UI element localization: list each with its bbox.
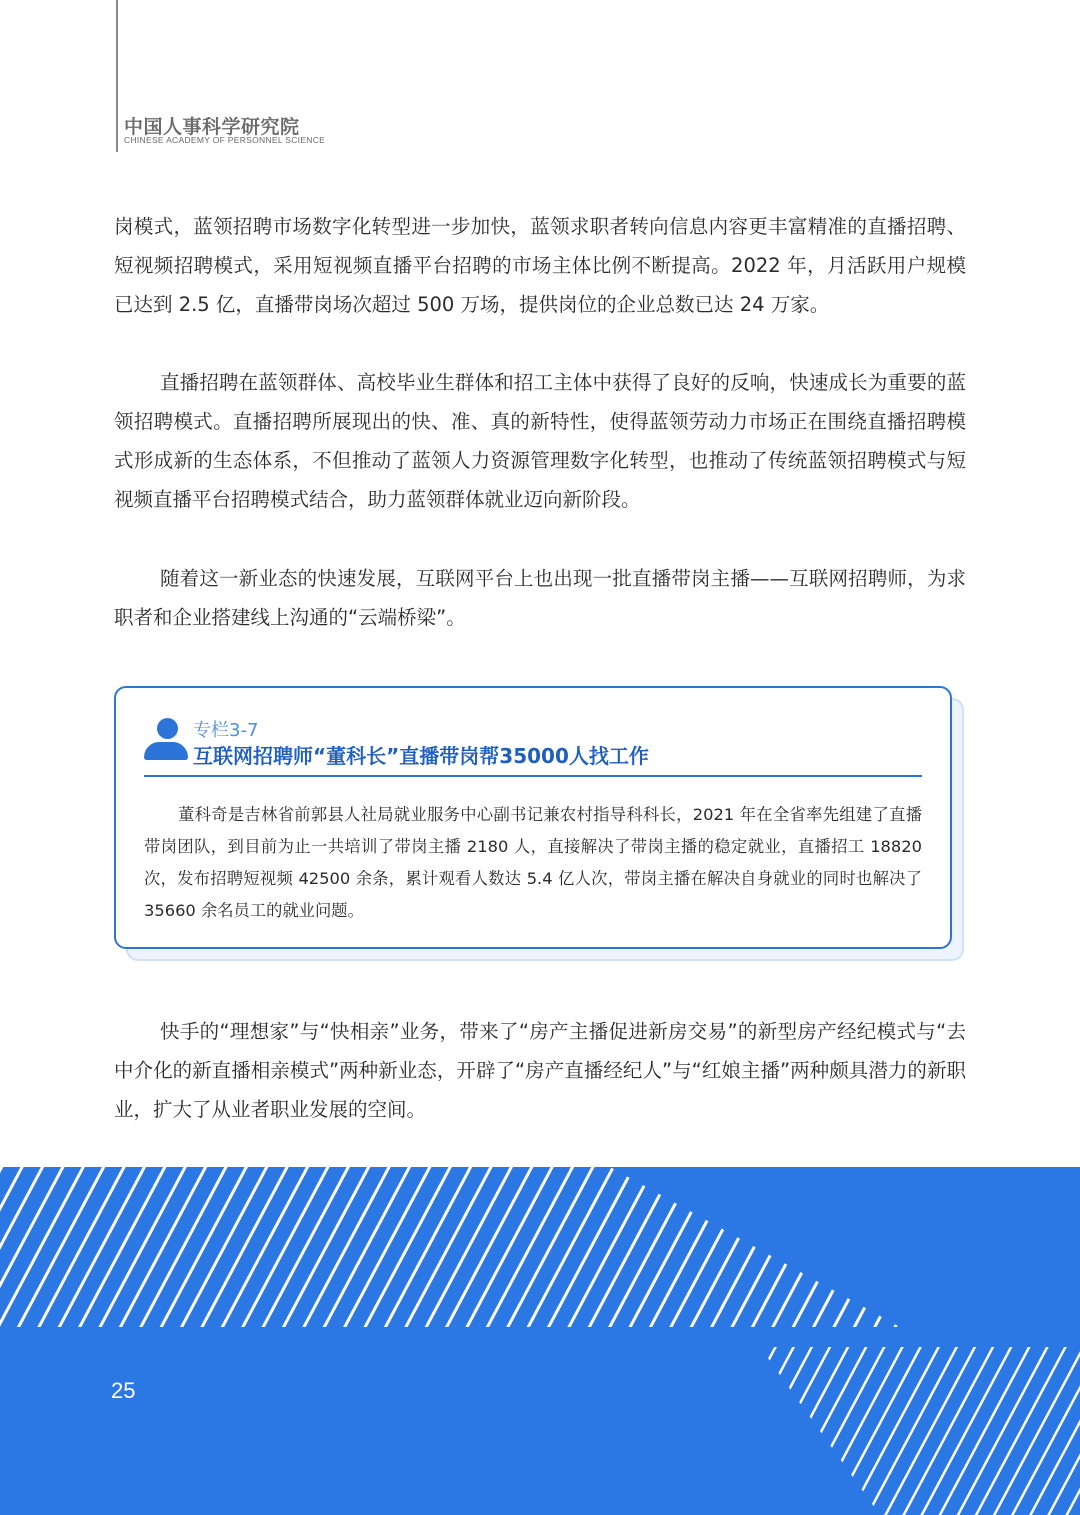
person-icon-head (157, 718, 178, 739)
body-paragraph-2: 直播招聘在蓝领群体、高校毕业生群体和招工主体中获得了良好的反响，快速成长为重要的蓝领招聘模式。直播招聘所展现出的快、准、真的新特性，使得蓝领劳动力市场正在围绕直播招聘模式形成新的生态体系，不但推动了蓝领人力资源管理数字化转型，也推动了传统蓝领招聘模式与短视频直播平台招聘模式结合，助力蓝领群体就业迈向新阶段。 (114, 371, 966, 511)
column-title-rule (144, 775, 922, 777)
body-paragraph-4: 快手的“理想家”与“快相亲”业务，带来了“房产主播促进新房交易”的新型房产经纪模式与“去中介化的新直播相亲模式”两种新业态，开辟了“房产直播经纪人”与“红娘主播”两种颇具潜力的新职业，扩大了从业者职业发展的空间。 (114, 1020, 966, 1121)
person-icon-body (144, 742, 188, 760)
column-body: 董科奇是吉林省前郭县人社局就业服务中心副书记兼农村指导科科长，2021 年在全省率先组建了直播带岗团队，到目前为止一共培训了带岗主播 2180 人，直接解决了带岗主播的稳定就业，直播招工 18820 次，发布招聘短视频 42500 余条，累计观看人数达 5.4 亿人次，带岗主播在解决自身就业的同时也解决了 35660 余名员工的就业问题。 (144, 805, 922, 920)
column-number: 专栏3-7 (193, 720, 259, 741)
body-paragraph-1: 岗模式，蓝领招聘市场数字化转型进一步加快，蓝领求职者转向信息内容更丰富精准的直播招聘、短视频招聘模式，采用短视频直播平台招聘的市场主体比例不断提高。2022 年，月活跃用户规模已达到 2.5 亿，直播带岗场次超过 500 万场，提供岗位的企业总数已达 24 万家。 (114, 215, 966, 316)
header-divider-line (116, 0, 118, 152)
footer-band (0, 1167, 1080, 1515)
column-title: 互联网招聘师“董科长”直播带岗帮35000人找工作 (193, 744, 649, 768)
org-name-en: CHINESE ACADEMY OF PERSONNEL SCIENCE (124, 135, 326, 145)
page-number: 25 (111, 1378, 136, 1403)
body-paragraph-3: 随着这一新业态的快速发展，互联网平台上也出现一批直播带岗主播——互联网招聘师，为求职者和企业搭建线上沟通的“云端桥梁”。 (114, 567, 966, 629)
org-name-zh: 中国人事科学研究院 (124, 116, 300, 138)
